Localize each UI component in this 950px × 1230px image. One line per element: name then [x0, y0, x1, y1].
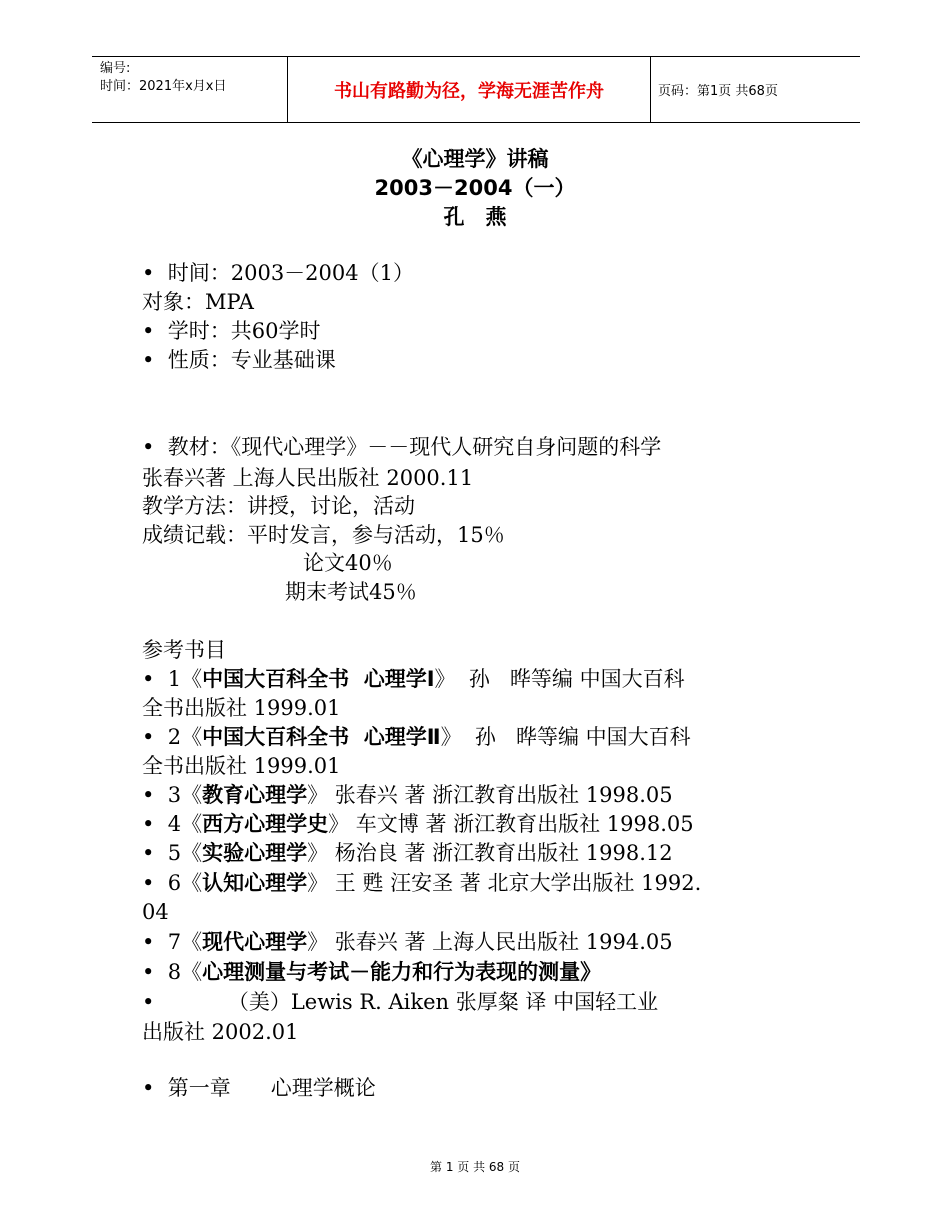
- teaching-method: 教学方法：讲授，讨论，活动: [142, 494, 415, 518]
- header-page-info: 页码：第1页 共68页: [658, 84, 778, 99]
- reference-item-4: • 4《西方心理学史》 车文博 著 浙江教育出版社 1998.05: [142, 812, 694, 836]
- reference-item-3: • 3《教育心理学》 张春兴 著 浙江教育出版社 1998.05: [142, 783, 673, 807]
- reference-title-4: 西方心理学史: [202, 812, 329, 836]
- reference-title-1: 中国大百科全书 心理学Ⅰ: [202, 667, 435, 691]
- reference-item-1: • 1《中国大百科全书 心理学Ⅰ》 孙 晔等编 中国大百科: [142, 667, 685, 691]
- header-meta: [100, 60, 226, 96]
- reference-item-6: • 6《认知心理学》 王 甦 汪安圣 著 北京大学出版社 1992.: [142, 871, 702, 895]
- chapter-heading: • 第一章 心理学概论: [142, 1076, 376, 1100]
- course-time: • 时间：2003－2004（1）: [142, 261, 414, 285]
- reference-item-5: • 5《实验心理学》 杨治良 著 浙江教育出版社 1998.12: [142, 841, 673, 865]
- serial-label: 编号:: [100, 61, 131, 76]
- reference-title-5: 实验心理学: [202, 841, 308, 865]
- reference-title-6: 认知心理学: [202, 871, 308, 895]
- page-footer: 第 1 页 共 68 页: [430, 1160, 520, 1174]
- reference-item-8-publisher: 出版社 2002.01: [142, 1020, 299, 1044]
- reference-item-8: • 8《心理测量与考试－能力和行为表现的测量》: [142, 960, 602, 984]
- course-nature: • 性质：专业基础课: [142, 348, 336, 372]
- header-motto: 书山有路勤为径，学海无涯苦作舟: [334, 81, 604, 102]
- reference-item-8-authors: • （美）Lewis R. Aiken 张厚粲 译 中国轻工业: [142, 990, 659, 1014]
- reference-title-2: 中国大百科全书 心理学Ⅱ: [202, 725, 441, 749]
- reference-item-2: • 2《中国大百科全书 心理学Ⅱ》 孙 晔等编 中国大百科: [142, 725, 691, 749]
- reference-item-1-cont: 全书出版社 1999.01: [142, 696, 341, 720]
- header-divider-right: [650, 57, 651, 123]
- time-label: 时间：2021年x月x日: [100, 79, 227, 94]
- document-title: 《心理学》讲稿: [401, 147, 549, 171]
- course-target: 对象：MPA: [142, 290, 254, 314]
- reference-title-7: 现代心理学: [202, 930, 308, 954]
- textbook-publisher: 张春兴著 上海人民出版社 2000.11: [142, 466, 474, 490]
- document-author: 孔 燕: [443, 205, 507, 229]
- course-hours: • 学时：共60学时: [142, 319, 321, 343]
- references-heading: 参考书目: [142, 638, 226, 662]
- grading-line: 成绩记载：平时发言，参与活动，15％: [142, 523, 505, 547]
- reference-title-3: 教育心理学: [202, 783, 308, 807]
- grading-paper: 论文40％: [303, 551, 393, 575]
- reference-title-8: 心理测量与考试－能力和行为表现的测量: [202, 960, 581, 984]
- reference-item-2-cont: 全书出版社 1999.01: [142, 754, 341, 778]
- document-term: 2003－2004（一）: [374, 176, 576, 200]
- textbook-line: • 教材：《现代心理学》－－现代人研究自身问题的科学: [142, 435, 662, 459]
- grading-exam: 期末考试45％: [285, 580, 417, 604]
- reference-item-6-cont: 04: [142, 900, 169, 924]
- reference-item-7: • 7《现代心理学》 张春兴 著 上海人民出版社 1994.05: [142, 930, 673, 954]
